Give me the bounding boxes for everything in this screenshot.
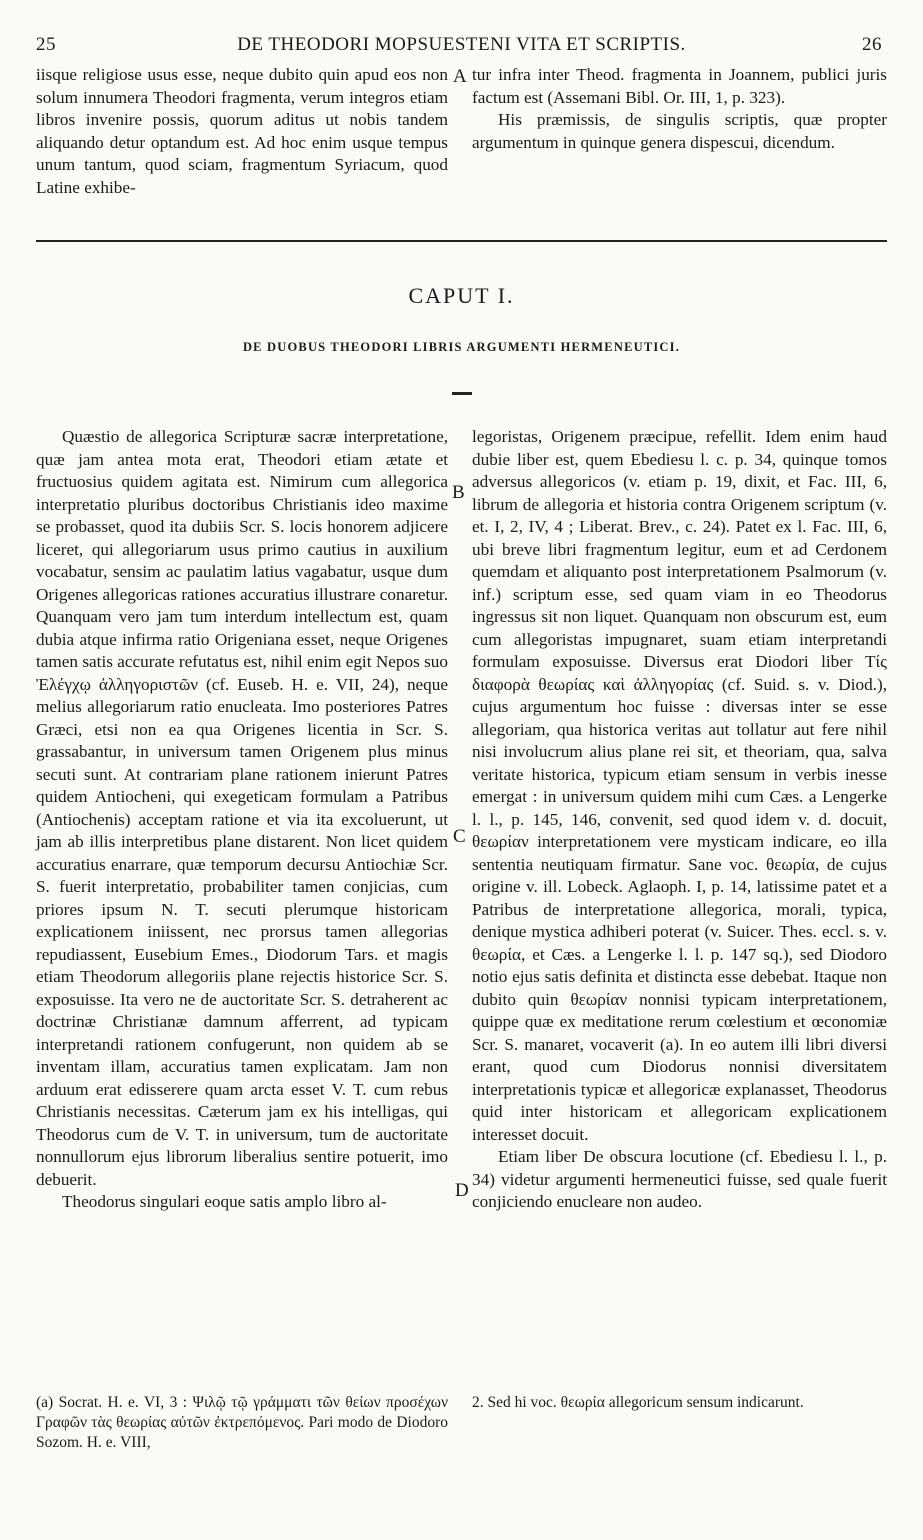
top-left-paragraph: iisque religiose usus esse, neque dubito quin apud eos non solum innumera Theodori fragmenta, verum integros etiam libros invenire possis, quorum aditus ut nobis tandem aliquando detur optandum est. Ad hoc enim usque tempus unum tantum, quod sciam, fragmentum Syriacum, quod Latine exhibe- (36, 65, 448, 197)
body-left-paragraph-1: Quæstio de allegorica Scripturæ sacræ interpretatione, quæ jam antea mota erat, Theodori etiam ætate et fructuosius quidem agitata est. Nimirum cum allegorica interpretatio pluribus doctoribus Christianis ideo maxime se probasset, quod ita dubiis Scr. S. locis honorem adjicere liceret, qui allegoriarum usus primo cautius in auxilium vocabatur, sensim ac paulatim latius vagabatur, usque dum Origenes allegoricas rationes accuratius illustrare conaretur. Quanquam vero jam tum interdum intellectum est, quam dubia atque infirma ratio Origeniana esset, neque Origenes tamen satis accurate refutatus est, nihil enim egit Nepos suo Ἐλέγχῳ ἀλληγοριστῶν (cf. Euseb. H. e. VII, 24), neque melius allegoriarum ratio enucleata. Imo posteriores Patres Græci, etsi non ea qua Origenes licentia in Scr. S. grassabantur, in universum tamen Origenem plus minus secuti sunt. At contrariam plane rationem inierunt Patres quidem Antiocheni, qui exegeticam formulam a Patribus (Antiochenis) acceptam ratione et via ita excoluerunt, ut jam ab illis interpretibus plane distarent. Non licet quidem accuratius enarrare, quæ temporum decursu Antiochiæ Scr. S. fuerit interpretatio, probabiliter tamen conjicias, cum priores ipsum N. T. secuti plerumque historicam explicationem iniissent, nec prorsus tamen allegorias repudiassent, Eusebium Emes., Diodorum Tars. et magis etiam Theodorum allegoriis plane rejectis historice Scr. S. exposuisse. Ita vero ne de auctoritate Scr. S. detraherent ac doctrinæ Christianæ damnum afferrent, ad typicam interpretandi rationem confugerunt, non quidem ab se inventam illam, accuratius tamen explicatam. Jam non arduum erat edisserere quam arcta esset V. T. cum rebus Christianis necessitas. Cæterum jam ex his intelligas, qui Theodorus cum de V. T. in universum, tum de auctoritate nonnullorum ejus librorum liberalius sentire potuerit, imo debuerit. (36, 427, 448, 1189)
footnote-right-text: 2. Sed hi voc. θεωρία allegoricum sensum indicarunt. (472, 1394, 804, 1411)
body-left-column (36, 426, 448, 1214)
footnote-left (36, 1393, 448, 1453)
body-left-paragraph-2: Theodorus singulari eoque satis amplo libro al- (62, 1192, 387, 1211)
footnote-left-text: (a) Socrat. H. e. VI, 3 : Ψιλῷ τῷ γράμματι τῶν θείων προσέχων Γραφῶν τὰς θεωρίας αὐτῶν ἐκτρεπόμενος. Pari modo de Diodoro Sozom. H. e. VIII, (36, 1394, 448, 1451)
running-title: DE THEODORI MOPSUESTENI VITA ET SCRIPTIS. (237, 34, 686, 55)
margin-letter-b: B (452, 482, 465, 503)
top-left-column (36, 64, 448, 199)
footnote-right (472, 1393, 887, 1413)
page-number-left: 25 (36, 34, 56, 55)
margin-letter-d: D (455, 1180, 469, 1201)
top-right-paragraph-1: tur infra inter Theod. fragmenta in Joannem, publici juris factum est (Assemani Bibl. Or. III, 1, p. 323). (472, 65, 887, 107)
heading-dash (452, 392, 472, 395)
top-right-column (472, 64, 887, 154)
body-right-column (472, 426, 887, 1214)
chapter-title: CAPUT I. (408, 283, 515, 308)
page-number-right: 26 (862, 34, 882, 55)
margin-letter-a: A (453, 66, 467, 87)
body-right-paragraph-2: Etiam liber De obscura locutione (cf. Ebediesu l. l., p. 34) videtur argumenti hermeneutici fuisse, sed quale fuerit conjiciendo enucleare non audeo. (472, 1147, 887, 1211)
top-right-paragraph-2: His præmissis, de singulis scriptis, quæ propter argumentum in quinque genera dispescui, dicendum. (472, 110, 887, 152)
section-rule (36, 240, 887, 242)
chapter-subtitle: DE DUOBUS THEODORI LIBRIS ARGUMENTI HERMENEUTICI. (242, 340, 681, 354)
body-right-paragraph-1: legoristas, Origenem præcipue, refellit. Idem enim haud dubie liber est, quem Ebediesu l. c. p. 34, quinque tomos adversus allegoricos (v. etiam p. 19, dixit, et Fac. III, 6, librum de allegoria et historia contra Origenem scriptum (v. et. I, 2, IV, 4 ; Liberat. Brev., c. 24). Patet ex l. Fac. III, 6, ubi breve libri fragmentum legitur, eum et ad Cerdonem quemdam et aliquanto post interpretationem Psalmorum (v. inf.) scriptum esse, sed quam viam in eo Theodorus ingressus sit non liquet. Quanquam non obscurum est, eum cum allegoristas impugnaret, suam etiam interpretandi formulam exposuisse. Diversus erat Diodori liber Τίς διαφορὰ θεωρίας καὶ ἀλληγορίας (cf. Suid. s. v. Diod.), cujus argumentum hoc fuisse : diversas inter se esse allegoriam, qua historica veritas aut tollatur aut fere nihil nisi involucrum alius plane rei sit, et theoriam, qua, salva veritate historica, typicum etiam sensum in verbis inesse emergat : in universum quidem mihi cum Cæs. a Lengerke l. l., p. 145, 146, convenit, sed quod idem v. d. docuit, θεωρίαν interpretationem vere mysticam indicare, eo illa sententia neutiquam firmatur. Sane voc. θεωρία, de cujus origine v. ill. Lobeck. Aglaoph. I, p. 14, latissime patet et a Patribus de interpretatione allegorica, morali, typica, denique mystica adhiberi poterat (v. Suicer. Thes. eccl. s. v. θεωρία, et Cæs. a Lengerke l. l. p. 147 sq.), sed Diodoro notio ejus satis definita et distincta esse debebat. Itaque non dubito quin θεωρίαν nonnisi typicam interpretationem, quippe quæ ex meditatione rerum cœlestium et œconomiæ Scr. S. manaret, vocaverit (a). In eo autem illi libri diversi erant, quod cum Diodorus nonnisi diversitatem interpretationis typicæ et allegoricæ explanasset, Theodorus quid inter historicam et allegoricam explicationem interesset docuit. (472, 427, 887, 1144)
margin-letter-c: C (453, 826, 466, 847)
